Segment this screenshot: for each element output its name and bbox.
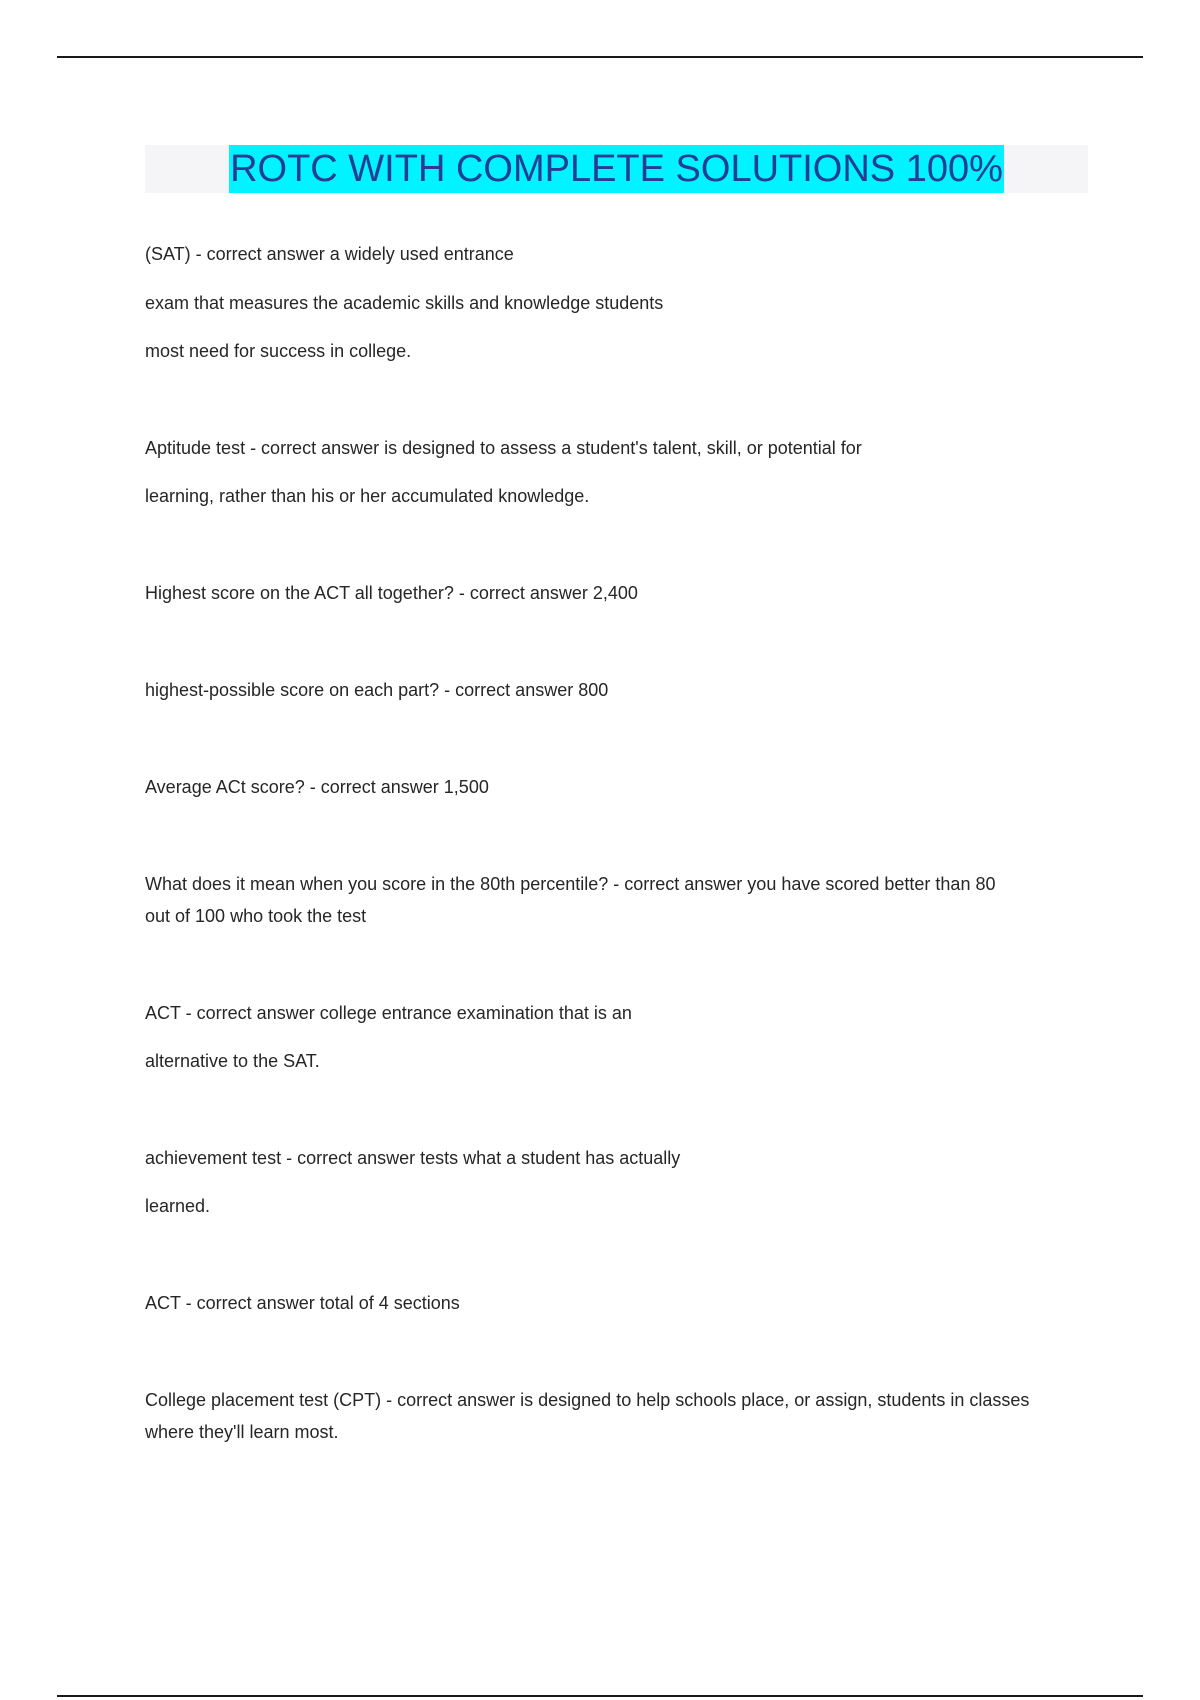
qa-aptitude-line-1: Aptitude test - correct answer is designed to assess a student's talent, skill, or potential for	[145, 438, 862, 458]
title-banner	[145, 145, 1088, 193]
qa-sat-line-3: most need for success in college.	[145, 341, 412, 361]
qa-act-line-1: ACT - correct answer college entrance examination that is an	[145, 1003, 632, 1023]
qa-achievement-line-1: achievement test - correct answer tests what a student has actually	[145, 1148, 681, 1168]
document-title: ROTC WITH COMPLETE SOLUTIONS 100%	[229, 145, 1004, 193]
top-rule	[57, 56, 1143, 58]
bottom-rule	[57, 1695, 1143, 1697]
qa-highest-act: Highest score on the ACT all together? - correct answer 2,400	[145, 583, 638, 603]
qa-aptitude-line-2: learning, rather than his or her accumulated knowledge.	[145, 486, 590, 506]
qa-sat-line-2: exam that measures the academic skills and knowledge students	[145, 293, 664, 313]
qa-act-line-2: alternative to the SAT.	[145, 1051, 320, 1071]
qa-act-sections: ACT - correct answer total of 4 sections	[145, 1293, 460, 1313]
qa-percentile-line-2: out of 100 who took the test	[145, 906, 367, 926]
qa-cpt-line-1: College placement test (CPT) - correct answer is designed to help schools place, or assign, students in classes	[145, 1390, 1030, 1410]
qa-achievement-line-2: learned.	[145, 1196, 211, 1216]
qa-sat-line-1: (SAT) - correct answer a widely used entrance	[145, 244, 514, 264]
qa-percentile-line-1: What does it mean when you score in the 80th percentile? - correct answer you have scored better than 80	[145, 874, 996, 894]
qa-cpt-line-2: where they'll learn most.	[145, 1422, 339, 1442]
qa-highest-part: highest-possible score on each part? - correct answer 800	[145, 680, 609, 700]
qa-average-act: Average ACt score? - correct answer 1,500	[145, 777, 489, 797]
